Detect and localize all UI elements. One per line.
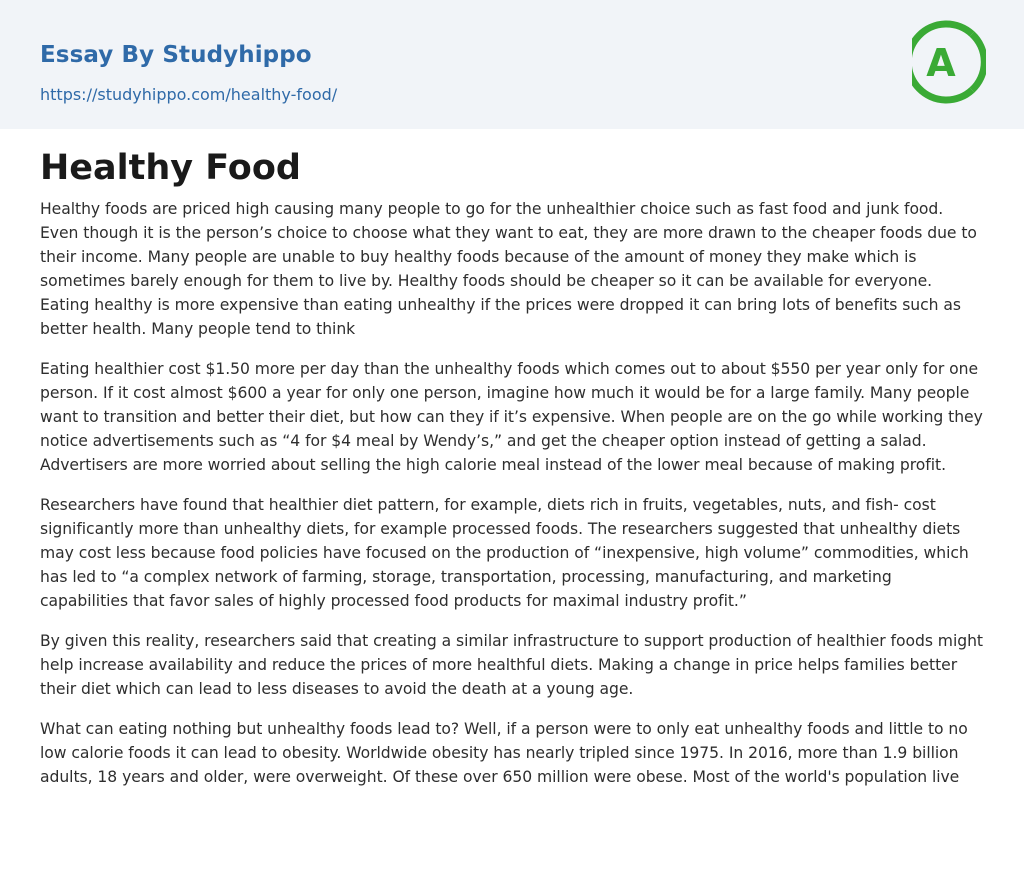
essay-url-link[interactable]: https://studyhippo.com/healthy-food/ <box>40 85 338 104</box>
essay-title: Healthy Food <box>40 148 301 188</box>
brand-title[interactable]: Essay By Studyhippo <box>40 42 312 68</box>
essay-paragraph-5: What can eating nothing but unhealthy foods lead to? Well, if a person were to only eat unhealthy foods and little to no low calorie foods it can lead to obesity. Worldwide obesity has nearly tripled since 1975. In 2016, more than 1.9 billion adults, 18 years and older, were overweight. Of these over 650 million were obese. Most of the world's population live <box>40 720 968 786</box>
site-header <box>0 0 1024 129</box>
essay-content <box>0 129 1024 789</box>
essay-paragraph-2: Eating healthier cost $1.50 more per day than the unhealthy foods which comes out to about $550 per year only for one person. If it cost almost $600 a year for only one person, imagine how much it would be for a large family. Many people want to transition and better their diet, but how can they if it’s expensive. When people are on the go while working they notice advertisements such as “4 for $4 meal by Wendy’s,” and get the cheaper option instead of getting a salad. Advertisers are more worried about selling the high calorie meal instead of the lower meal because of making profit. <box>40 360 983 474</box>
essay-paragraph-4: By given this reality, researchers said that creating a similar infrastructure to support production of healthier foods might help increase availability and reduce the prices of more healthful diets. Making a change in price helps families better their diet which can lead to less diseases to avoid the death at a young age. <box>40 632 983 698</box>
essay-paragraph-3: Researchers have found that healthier diet pattern, for example, diets rich in fruits, vegetables, nuts, and fish- cost significantly more than unhealthy diets, for example processed foods. The researchers suggested that unhealthy diets may cost less because food policies have focused on the production of “inexpensive, high volume” commodities, which has led to “a complex network of farming, storage, transportation, processing, manufacturing, and marketing capabilities that favor sales of highly processed food products for maximal industry profit.” <box>40 496 969 610</box>
studyhippo-logo-icon[interactable] <box>912 18 986 106</box>
essay-paragraph-1: Healthy foods are priced high causing many people to go for the unhealthier choice such as fast food and junk food. Even though it is the person’s choice to choose what they want to eat, they are more drawn to the cheaper foods due to their income. Many people are unable to buy healthy foods because of the amount of money they make which is sometimes barely enough for them to live by. Healthy foods should be cheaper so it can be available for everyone. Eating healthy is more expensive than eating unhealthy if the prices were dropped it can bring lots of benefits such as better health. Many people tend to think <box>40 200 977 338</box>
logo-letter: A <box>926 41 956 85</box>
